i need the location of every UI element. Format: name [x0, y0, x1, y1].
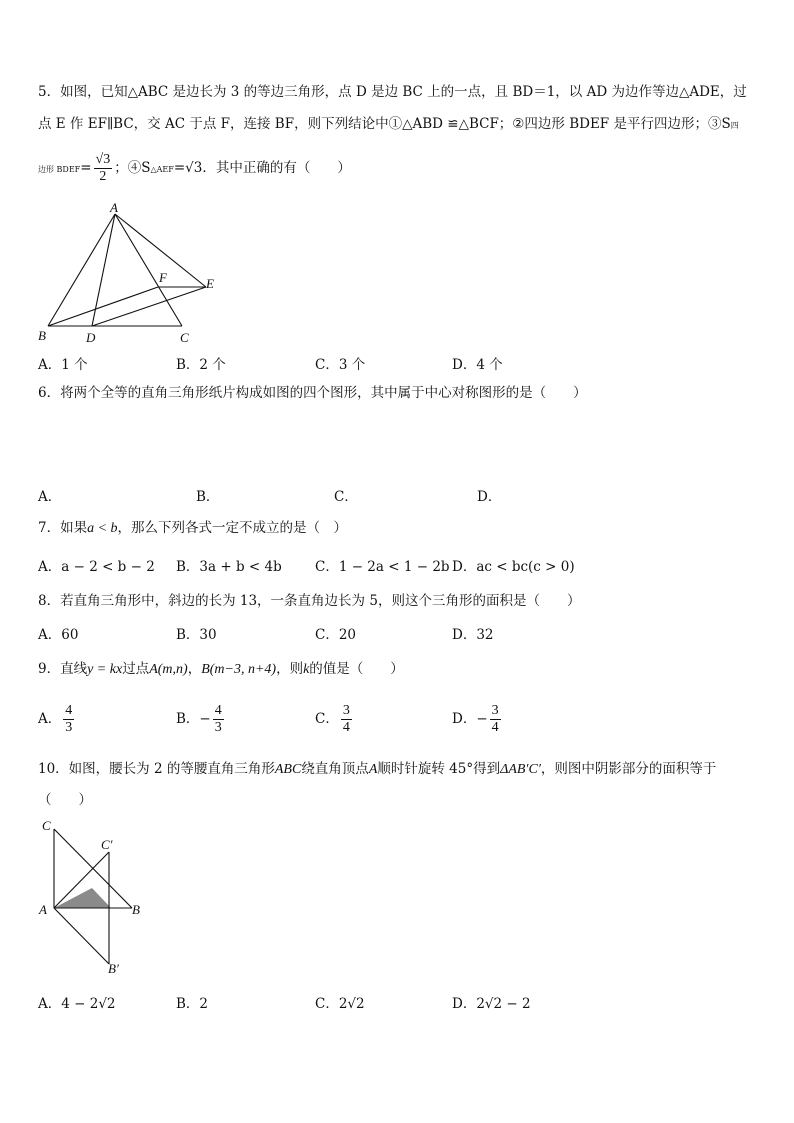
q5-line2	[38, 114, 739, 136]
q5-seg-BF	[48, 287, 158, 326]
q6-stem: 6．将两个全等的直角三角形纸片构成如图的四个图形，其中属于中心对称图形的是（ ）	[38, 385, 587, 401]
q5-frac-den: 2	[99, 169, 107, 184]
q9-option-b-num: 4	[214, 703, 222, 718]
q9-option-b-den: 3	[214, 720, 222, 735]
q5-frac-num: √3	[95, 152, 111, 167]
q9-k: k	[303, 662, 310, 677]
q7-option-d[interactable]: D．ac < bc(c > 0)	[452, 559, 575, 575]
q5-label-C: C	[180, 330, 189, 345]
q7-stem-pre: 7．如果	[38, 520, 88, 536]
q9-point-b: B(m−3, n+4)	[201, 662, 277, 677]
q6-option-b[interactable]: B．	[196, 489, 220, 505]
q9-option-d[interactable]	[452, 703, 503, 736]
q10-label-Bp: B′	[108, 961, 119, 976]
q8-option-c[interactable]: C．20	[315, 627, 357, 643]
q7-stem	[38, 518, 347, 539]
q9-option-c[interactable]	[315, 703, 354, 736]
q5-label-E: E	[206, 276, 214, 291]
q9-stem-pre: 9．直线	[38, 661, 88, 677]
q9-mid2: ，	[187, 661, 202, 677]
q5-seg-AC	[115, 214, 182, 326]
q6-option-a[interactable]: A．	[38, 489, 62, 505]
q10-tri: ABC	[274, 762, 302, 777]
q10-mid2: 顺时针旋转 45°得到	[377, 761, 501, 777]
q6-option-d[interactable]: D．	[477, 489, 502, 505]
q5-label-F: F	[159, 270, 167, 285]
q9-option-d-sign: −	[476, 711, 488, 727]
q9-option-b-sign: −	[199, 711, 211, 727]
q5-fraction	[94, 152, 113, 185]
q9-point-a: A(m,n)	[149, 662, 188, 677]
q10-stem-post: ，则图中阴影部分的面积等于	[540, 761, 717, 777]
q9-option-b[interactable]	[176, 703, 226, 736]
q8-option-a[interactable]: A．60	[38, 627, 79, 643]
q9-option-a-den: 3	[65, 720, 73, 735]
q9-option-a-num: 4	[65, 703, 73, 718]
q9-option-d-label: D．	[452, 711, 477, 727]
q9-mid1: 过点	[122, 661, 150, 677]
q10-stem-pre: 10．如图，腰长为 2 的等腰直角三角形	[38, 761, 275, 777]
q10-tri2: ΔAB′C′	[500, 762, 541, 777]
q5-option-c[interactable]: C．3 个	[315, 357, 366, 373]
q8-stem: 8．若直角三角形中，斜边的长为 13，一条直角边长为 5，则这个三角形的面积是（ ）	[38, 593, 581, 609]
q10-option-c[interactable]: C．2√2	[315, 996, 365, 1012]
q5-line3-end: =√3．其中正确的有（ ）	[173, 160, 351, 176]
q10-shaded-region	[54, 888, 111, 908]
q9-option-a[interactable]	[38, 703, 76, 736]
q10-paren: （ ）	[38, 792, 92, 808]
q9-option-b-label: B．	[176, 711, 200, 727]
q5-seg-DE	[92, 287, 206, 326]
q5-line1: 5．如图，已知△ABC 是边长为 3 的等边三角形，点 D 是边 BC 上的一点，且 BD＝1，以 AD 为边作等边△ADE，过	[38, 84, 747, 100]
q10-figure	[36, 818, 156, 978]
q8-option-b[interactable]: B．30	[176, 627, 217, 643]
q10-mid1: 绕直角顶点	[301, 761, 369, 777]
q5-line3-rest: ；④S	[114, 160, 151, 176]
q9-stem	[38, 659, 404, 680]
q10-label-Cp: C′	[101, 837, 113, 852]
q10-label-C: C	[42, 818, 51, 833]
q7-option-a[interactable]: A．a − 2 < b − 2	[38, 559, 155, 575]
q10-vertex-a: A	[368, 762, 378, 777]
q10-option-b[interactable]: B．2	[176, 996, 209, 1012]
q5-seg-AB	[48, 214, 115, 326]
q9-option-c-num: 3	[342, 703, 350, 718]
q9-stem-post: 的值是（ ）	[309, 661, 404, 677]
q9-option-c-den: 4	[342, 720, 350, 735]
q5-line3	[38, 150, 351, 188]
q10-label-B: B	[132, 902, 140, 917]
q9-option-d-num: 3	[491, 703, 499, 718]
q9-option-a-frac	[63, 703, 74, 736]
q5-sub-bdef: 边形 BDEF	[38, 165, 81, 174]
q10-option-d[interactable]: D．2√2 − 2	[452, 996, 531, 1012]
q7-option-c[interactable]: C．1 − 2a < 1 − 2b	[315, 559, 450, 575]
q7-stem-post: ，那么下列各式一定不成立的是（ ）	[117, 520, 348, 536]
q7-stem-math: a < b	[87, 521, 118, 536]
q10-label-A: A	[39, 902, 47, 917]
q8-option-d[interactable]: D．32	[452, 627, 494, 643]
q5-line2-text: 点 E 作 EF∥BC，交 AC 于点 F，连接 BF，则下列结论中①△ABD ≌△BCF；②四边形 BDEF 是平行四边形；③S	[38, 116, 731, 132]
q9-option-a-label: A．	[38, 711, 62, 727]
q7-option-b[interactable]: B．3a + b < 4b	[176, 559, 282, 575]
q5-option-d[interactable]: D．4 个	[452, 357, 503, 373]
q5-label-B: B	[38, 328, 46, 343]
q5-figure	[34, 198, 224, 348]
q5-option-b[interactable]: B．2 个	[176, 357, 226, 373]
q9-mid3: ，则	[276, 661, 304, 677]
q5-label-D: D	[86, 330, 96, 345]
q9-eq: y = kx	[87, 662, 123, 677]
q9-option-b-frac	[213, 703, 224, 736]
q9-option-c-frac	[341, 703, 352, 736]
q5-label-A: A	[110, 200, 118, 215]
q10-seg-ABp	[54, 908, 109, 964]
q9-option-d-frac	[490, 703, 501, 736]
q5-sub-quad: 四	[730, 121, 739, 130]
q9-option-c-label: C．	[315, 711, 339, 727]
q5-sub-aef: △AEF	[150, 165, 174, 174]
q9-option-d-den: 4	[491, 720, 499, 735]
q5-option-a[interactable]: A．1 个	[38, 357, 88, 373]
q5-eq: =	[80, 160, 92, 176]
q10-stem	[38, 759, 716, 780]
q10-option-a[interactable]: A．4 − 2√2	[38, 996, 116, 1012]
q6-option-c[interactable]: C．	[334, 489, 358, 505]
